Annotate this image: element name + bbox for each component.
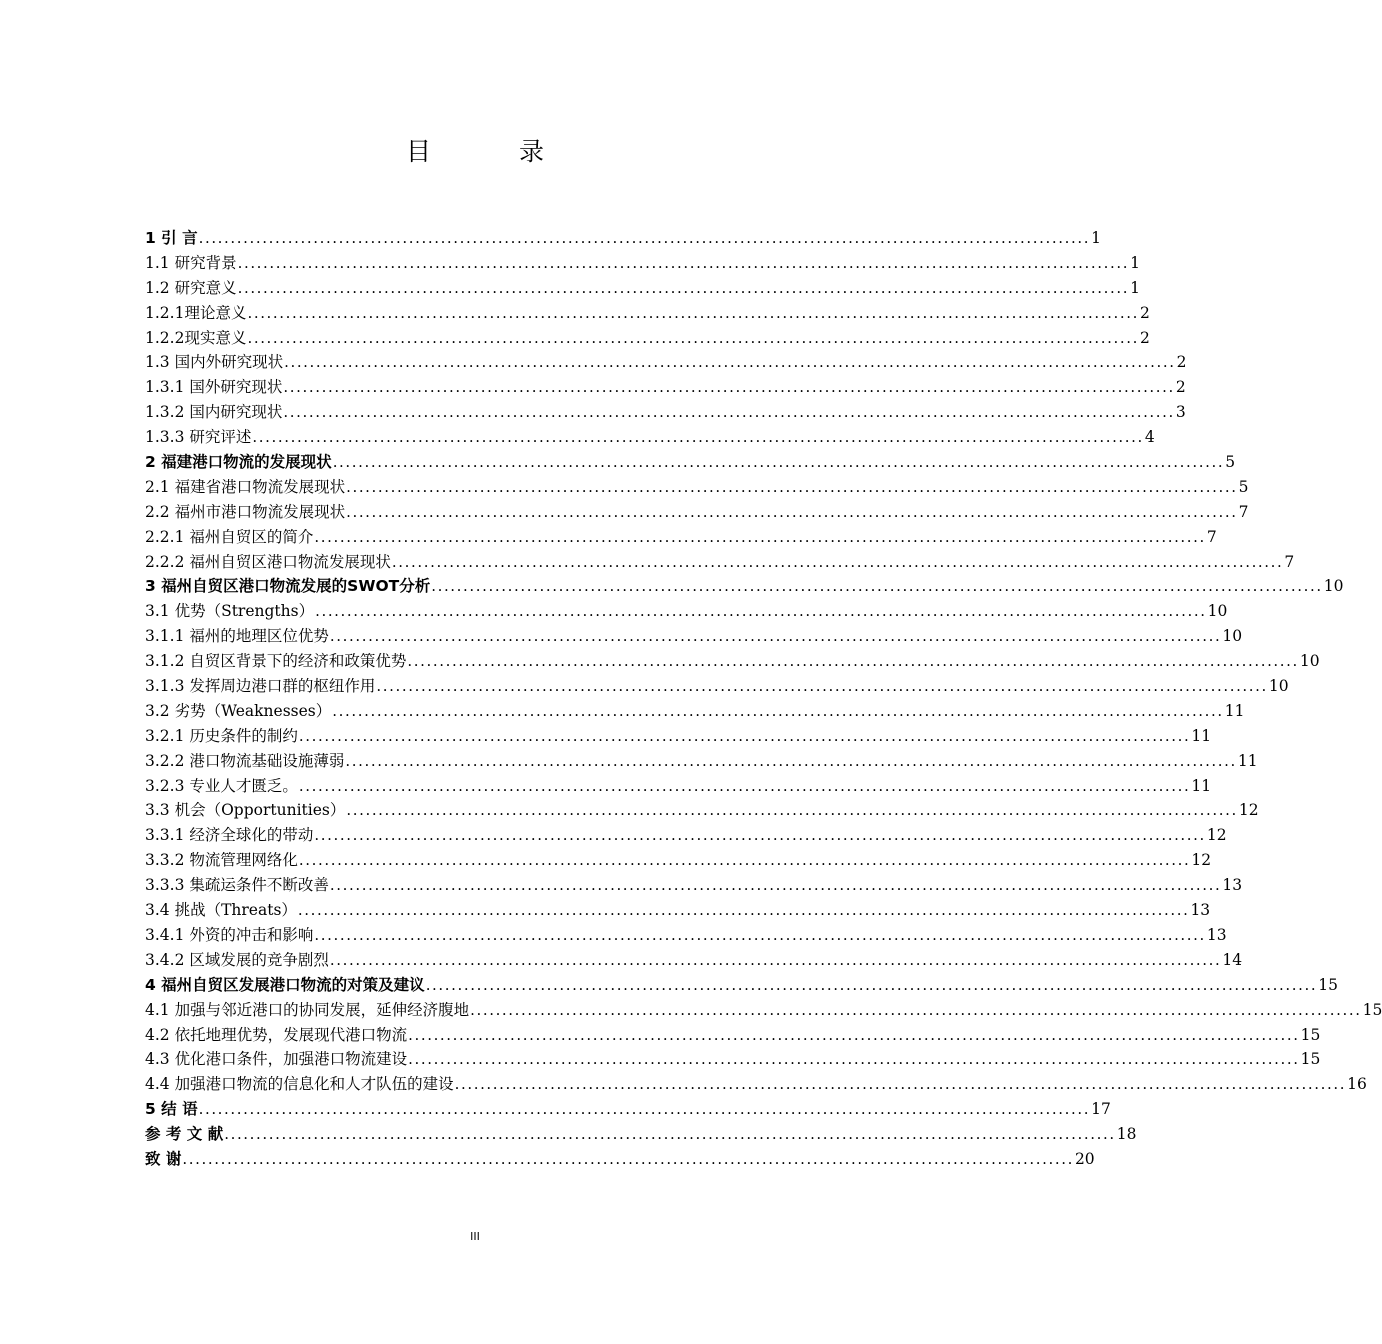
toc-leader-dots: ............................................................................................................................................ — [408, 1025, 1300, 1044]
toc-entry[interactable] — [145, 400, 1186, 425]
toc-entry-label: 3.2.3 专业人才匮乏。 — [145, 776, 298, 795]
toc-entry[interactable] — [145, 375, 1186, 400]
toc-leader-dots: ............................................................................................................................................ — [283, 403, 1175, 422]
toc-entry-page: 15 — [1362, 1000, 1382, 1019]
toc-leader-dots: ............................................................................................................................................ — [298, 776, 1191, 795]
toc-leader-dots: ............................................................................................................................................ — [224, 1125, 1116, 1144]
toc-entry[interactable] — [145, 276, 1140, 301]
toc-entry-page: 20 — [1074, 1149, 1095, 1168]
toc-leader-dots: ............................................................................................................................................ — [252, 428, 1144, 447]
toc-entry[interactable] — [145, 301, 1150, 326]
toc-entry-page: 14 — [1222, 950, 1243, 969]
toc-entry[interactable] — [145, 624, 1243, 649]
toc-entry[interactable] — [145, 525, 1217, 550]
toc-entry-page: 5 — [1238, 477, 1249, 496]
toc-entry-page: 1 — [1130, 278, 1140, 297]
toc-leader-dots: ............................................................................................................................................ — [346, 502, 1238, 521]
toc-leader-dots: ............................................................................................................................................ — [346, 477, 1238, 496]
toc-entry-label: 4 福州自贸区发展港口物流的对策及建议 — [145, 975, 425, 994]
toc-entry[interactable] — [145, 848, 1212, 873]
toc-entry-page: 11 — [1191, 776, 1212, 795]
toc-leader-dots: ............................................................................................................................................ — [332, 701, 1224, 720]
toc-leader-dots: ............................................................................................................................................ — [332, 453, 1225, 472]
toc-entry[interactable] — [145, 350, 1187, 375]
toc-leader-dots: ............................................................................................................................................ — [345, 751, 1237, 770]
toc-leader-dots: ............................................................................................................................................ — [329, 950, 1222, 969]
toc-leader-dots: ............................................................................................................................................ — [454, 1075, 1347, 1094]
toc-entry-label: 3.3 机会（Opportunities） — [145, 801, 346, 820]
toc-entry[interactable] — [145, 699, 1245, 724]
toc-entry-page: 5 — [1225, 453, 1236, 472]
page-number: III — [470, 1230, 480, 1243]
toc-entry[interactable] — [145, 998, 1382, 1023]
toc-entry-page: 1 — [1130, 253, 1140, 272]
toc-entry[interactable] — [145, 873, 1243, 898]
toc-leader-dots: ............................................................................................................................................ — [407, 652, 1299, 671]
toc-entry-page: 2 — [1176, 353, 1187, 372]
toc-entry-page: 12 — [1206, 826, 1227, 845]
toc-entry-label: 1 引 言 — [145, 229, 198, 247]
toc-leader-dots: ............................................................................................................................................ — [247, 303, 1139, 322]
toc-entry[interactable] — [145, 574, 1344, 599]
toc-entry-label: 3.2 劣势（Weaknesses） — [145, 701, 332, 720]
toc-entry-page: 16 — [1347, 1075, 1367, 1094]
toc-entry-label: 2.1 福建省港口物流发展现状 — [145, 477, 346, 496]
toc-entry-label: 1.2.1理论意义 — [145, 303, 247, 322]
toc-entry-label: 3.4 挑战（Threats） — [145, 901, 297, 920]
toc-entry-label: 5 结 语 — [145, 1100, 198, 1119]
toc-entry-label: 3.1.3 发挥周边港口群的枢纽作用 — [145, 677, 376, 696]
toc-entry[interactable] — [145, 923, 1227, 948]
toc-entry-page: 13 — [1190, 901, 1211, 920]
toc-entry-label: 3.3.3 集疏运条件不断改善 — [145, 876, 329, 895]
toc-entry-page: 4 — [1144, 428, 1155, 447]
toc-entry-label: 1.3 国内外研究现状 — [145, 353, 284, 372]
toc-entry[interactable] — [145, 425, 1155, 450]
toc-leader-dots: ............................................................................................................................................ — [198, 229, 1091, 247]
toc-entry-page: 10 — [1268, 677, 1289, 696]
toc-entry-label: 4.4 加强港口物流的信息化和人才队伍的建设 — [145, 1075, 454, 1094]
toc-entry[interactable] — [145, 948, 1243, 973]
toc-leader-dots: ............................................................................................................................................ — [237, 278, 1130, 297]
toc-leader-dots: ............................................................................................................................................ — [470, 1000, 1362, 1019]
toc-entry[interactable] — [145, 326, 1150, 351]
toc-entry-label: 3.2.1 历史条件的制约 — [145, 726, 298, 745]
toc-entry[interactable] — [145, 500, 1249, 525]
toc-entry-label: 3.1 优势（Strengths） — [145, 602, 315, 621]
toc-entry-page: 7 — [1284, 552, 1295, 571]
toc-entry-page: 18 — [1116, 1125, 1137, 1144]
page-title: 目 录 — [406, 137, 584, 166]
toc-entry[interactable] — [145, 798, 1259, 823]
toc-entry[interactable] — [145, 674, 1289, 699]
toc-entry-page: 1 — [1091, 229, 1101, 247]
toc-leader-dots: ............................................................................................................................................ — [247, 328, 1139, 347]
toc-entry-label: 致 谢 — [145, 1149, 182, 1168]
toc-entry-label: 参 考 文 献 — [145, 1125, 224, 1144]
toc-entry-label: 3.1.1 福州的地理区位优势 — [145, 627, 329, 646]
toc-entry-label: 1.2.2现实意义 — [145, 328, 247, 347]
toc-leader-dots: ............................................................................................................................................ — [198, 1100, 1091, 1119]
toc-leader-dots: ............................................................................................................................................ — [425, 975, 1318, 994]
toc-entry-label: 3.1.2 自贸区背景下的经济和政策优势 — [145, 652, 407, 671]
toc-entry[interactable] — [145, 251, 1140, 276]
toc-leader-dots: ............................................................................................................................................ — [283, 378, 1175, 397]
toc-entry[interactable] — [145, 649, 1320, 674]
toc-entry-page: 15 — [1300, 1025, 1321, 1044]
toc-entry-page: 2 — [1139, 303, 1150, 322]
toc-leader-dots: ............................................................................................................................................ — [376, 677, 1268, 696]
toc-entry[interactable] — [145, 475, 1249, 500]
toc-entry-label: 3.2.2 港口物流基础设施薄弱 — [145, 751, 345, 770]
toc-entry[interactable] — [145, 1147, 1095, 1172]
toc-leader-dots: ............................................................................................................................................ — [237, 253, 1130, 272]
toc-entry[interactable] — [145, 724, 1212, 749]
toc-entry-label: 2.2.1 福州自贸区的简介 — [145, 527, 314, 546]
toc-leader-dots: ............................................................................................................................................ — [298, 726, 1191, 745]
toc-leader-dots: ............................................................................................................................................ — [314, 527, 1206, 546]
toc-entry-page: 13 — [1222, 876, 1243, 895]
toc-leader-dots: ............................................................................................................................................ — [408, 1050, 1300, 1069]
toc-leader-dots: ............................................................................................................................................ — [314, 826, 1206, 845]
toc-entry-page: 3 — [1175, 403, 1186, 422]
toc-entry-label: 3.3.2 物流管理网络化 — [145, 851, 298, 870]
toc-entry-page: 11 — [1224, 701, 1245, 720]
toc-leader-dots: ............................................................................................................................................ — [329, 876, 1222, 895]
toc-entry[interactable] — [145, 898, 1211, 923]
toc-entry-page: 13 — [1206, 925, 1227, 944]
toc-entry-page: 17 — [1091, 1100, 1111, 1119]
toc-entry-label: 2.2.2 福州自贸区港口物流发展现状 — [145, 552, 391, 571]
toc-leader-dots: ............................................................................................................................................ — [329, 627, 1222, 646]
toc-entry-page: 15 — [1300, 1050, 1321, 1069]
toc-entry-label: 4.3 优化港口条件，加强港口物流建设 — [145, 1050, 408, 1069]
toc-entry-page: 2 — [1175, 378, 1186, 397]
toc-entry[interactable] — [145, 450, 1236, 475]
toc-entry-label: 1.2 研究意义 — [145, 278, 237, 297]
toc-entry-label: 1.1 研究背景 — [145, 253, 237, 272]
toc-leader-dots: ............................................................................................................................................ — [431, 577, 1323, 596]
toc-entry-page: 10 — [1207, 602, 1228, 621]
toc-entry-page: 7 — [1206, 527, 1217, 546]
toc-entry-label: 3 福州自贸区港口物流发展的SWOT分析 — [145, 577, 431, 596]
toc-entry[interactable] — [145, 973, 1338, 998]
toc-entry[interactable] — [145, 749, 1258, 774]
toc-leader-dots: ............................................................................................................................................ — [391, 552, 1284, 571]
toc-entry-label: 3.4.2 区域发展的竞争剧烈 — [145, 950, 329, 969]
toc-leader-dots: ............................................................................................................................................ — [314, 925, 1206, 944]
toc-leader-dots: ............................................................................................................................................ — [315, 602, 1207, 621]
toc-entry[interactable] — [145, 774, 1212, 799]
toc-entry[interactable] — [145, 1023, 1321, 1048]
toc-entry-label: 2.2 福州市港口物流发展现状 — [145, 502, 346, 521]
toc-leader-dots: ............................................................................................................................................ — [297, 901, 1190, 920]
toc-entry[interactable] — [145, 226, 1101, 251]
toc-entry-page: 11 — [1191, 726, 1212, 745]
toc-entry[interactable] — [145, 1072, 1367, 1097]
toc-entry-page: 10 — [1323, 577, 1344, 596]
toc-leader-dots: ............................................................................................................................................ — [346, 801, 1238, 820]
toc-entry-page: 12 — [1191, 851, 1212, 870]
toc-entry[interactable] — [145, 599, 1228, 624]
toc-entry-label: 4.1 加强与邻近港口的协同发展，延伸经济腹地 — [145, 1000, 470, 1019]
toc-entry-page: 2 — [1139, 328, 1150, 347]
toc-entry[interactable] — [145, 550, 1295, 575]
table-of-contents — [145, 226, 1382, 1172]
toc-entry-label: 3.4.1 外资的冲击和影响 — [145, 925, 314, 944]
toc-entry-page: 10 — [1299, 652, 1320, 671]
toc-entry[interactable] — [145, 823, 1227, 848]
toc-entry-page: 11 — [1237, 751, 1258, 770]
toc-entry-page: 7 — [1238, 502, 1249, 521]
toc-entry-page: 10 — [1222, 627, 1243, 646]
toc-entry[interactable] — [145, 1122, 1137, 1147]
toc-leader-dots: ............................................................................................................................................ — [284, 353, 1176, 372]
toc-entry-label: 2 福建港口物流的发展现状 — [145, 453, 332, 472]
toc-entry-page: 12 — [1238, 801, 1259, 820]
toc-leader-dots: ............................................................................................................................................ — [182, 1149, 1074, 1168]
toc-entry-label: 1.3.3 研究评述 — [145, 428, 252, 447]
toc-entry-label: 1.3.2 国内研究现状 — [145, 403, 283, 422]
toc-entry-page: 15 — [1318, 975, 1338, 994]
toc-entry-label: 1.3.1 国外研究现状 — [145, 378, 283, 397]
toc-leader-dots: ............................................................................................................................................ — [298, 851, 1191, 870]
toc-entry-label: 3.3.1 经济全球化的带动 — [145, 826, 314, 845]
toc-entry-label: 4.2 依托地理优势，发展现代港口物流 — [145, 1025, 408, 1044]
toc-entry[interactable] — [145, 1097, 1111, 1122]
toc-entry[interactable] — [145, 1047, 1321, 1072]
